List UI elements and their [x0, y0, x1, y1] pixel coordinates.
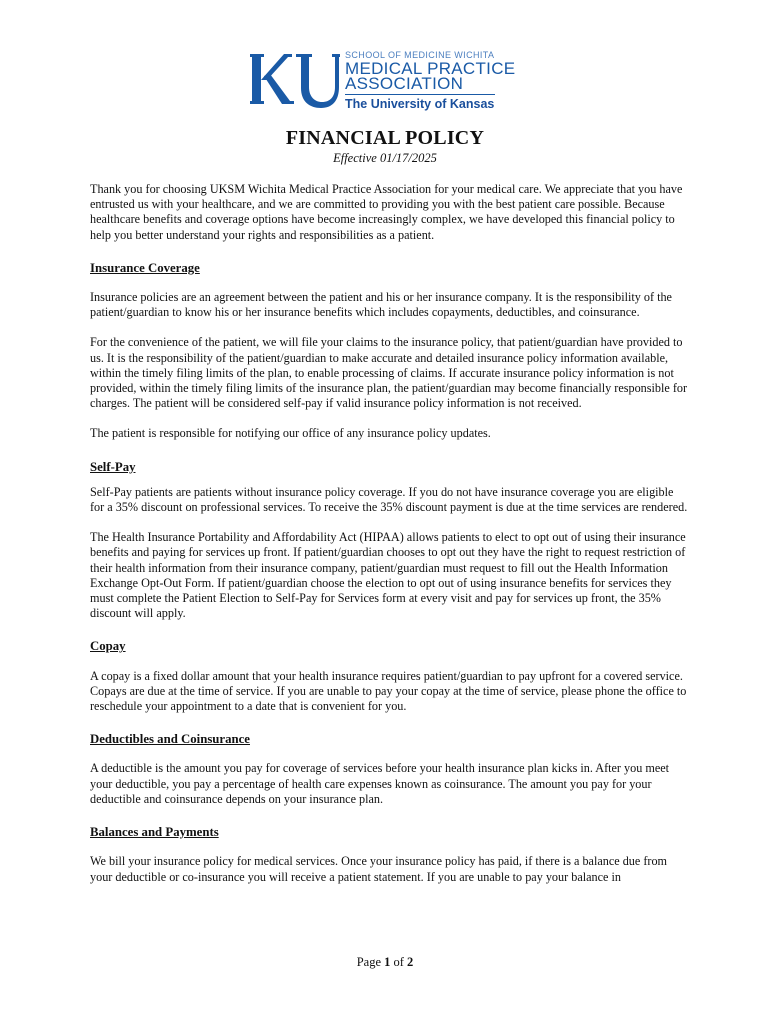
logo-medical-practice-line: MEDICAL PRACTICE [345, 59, 516, 78]
copay-paragraph: A copay is a fixed dollar amount that your health insurance requires patient/guardian to pay upfront for a covered service. Copays are due at the time of service. If you are unable to pay your copay at the time of service, please phone the office to reschedule your appointment to a date that is convenient for you. [90, 668, 687, 714]
page-of-label: of [393, 955, 404, 969]
logo-school-line: SCHOOL OF MEDICINE WICHITA [345, 50, 495, 60]
document-title: FINANCIAL POLICY [285, 127, 485, 149]
effective-date: Effective 01/17/2025 [333, 151, 437, 165]
self-pay-paragraph-2: The Health Insurance Portability and Affordability Act (HIPAA) allows patients to elect to opt out of using their insurance benefits and paying for services up front. If patient/guardian chooses to opt out they have the right to request restriction of their health information from their insurance company, patient/guardian must request to fill out the Health Information Exchange Opt-Out Form. If patient/guardian choose the election to opt out of using insurance benefits for services they must complete the Patient Election to Self-Pay for Services form at every visit and pay for services up front, the 35% discount will apply. [90, 530, 686, 621]
balances-heading: Balances and Payments [90, 825, 219, 840]
copay-heading: Copay [90, 639, 126, 654]
insurance-paragraph-1: Insurance policies are an agreement between the patient and his or her insurance company. It is the responsibility of the patient/guardian to know his or her insurance benefits which includes copayments, deductibles, and coinsurance. [90, 290, 672, 320]
insurance-paragraph-3: The patient is responsible for notifying our office of any insurance policy updates. [90, 426, 491, 441]
deductibles-paragraph: A deductible is the amount you pay for coverage of services before your health insurance plan kicks in. After you meet your deductible, you pay a percentage of health care expenses known as coinsurance. The amount you pay for your deductible and coinsurance depends on your insurance plan. [90, 761, 670, 806]
ku-monogram-icon [250, 48, 340, 112]
page-total: 2 [407, 955, 414, 969]
page-current: 1 [384, 955, 391, 969]
ku-logo [250, 48, 516, 112]
logo-association-line: ASSOCIATION [345, 74, 464, 93]
self-pay-paragraph-1: Self-Pay patients are patients without insurance policy coverage. If you do not have insurance coverage you are eligible for a 35% discount on professional services. To receive the 35% discount payment is due at the time services are rendered. [90, 484, 688, 515]
logo-university-line: The University of Kansas [345, 97, 495, 111]
insurance-coverage-heading: Insurance Coverage [90, 260, 200, 275]
deductibles-heading: Deductibles and Coinsurance [90, 732, 250, 747]
logo-text [345, 50, 515, 111]
balances-paragraph: We bill your insurance policy for medical services. Once your insurance policy has paid, if there is a balance due from your deductible or co-insurance you will receive a patient statement. If you are unable to pay your balance in [90, 854, 668, 884]
page-number [0, 955, 770, 970]
logo-divider [345, 94, 495, 95]
policy-body [90, 182, 690, 885]
self-pay-heading: Self-Pay [90, 459, 136, 474]
page-label: Page [356, 955, 381, 969]
insurance-paragraph-2: For the convenience of the patient, we will file your claims to the insurance policy, that patient/guardian have provided to us. It is the responsibility of the patient/guardian to make accurate and detailed insurance policy information available, within the timely filing limits of the plan, to enable processing of claims. If accurate insurance policy information is not provided, within the timely filing limits of the insurance plan, the patient/guardian may become financially responsible for charges. The patient will be considered self-pay if valid insurance policy information is not received. [90, 335, 688, 411]
intro-paragraph: Thank you for choosing UKSM Wichita Medical Practice Association for your medical care. We appreciate that you have entrusted us with your healthcare, and we are committed to providing you with the best patient care possible. Because healthcare benefits and coverage options have become increasingly complex, we have developed this financial policy to help you better understand your rights and responsibilities as a patient. [90, 182, 683, 242]
